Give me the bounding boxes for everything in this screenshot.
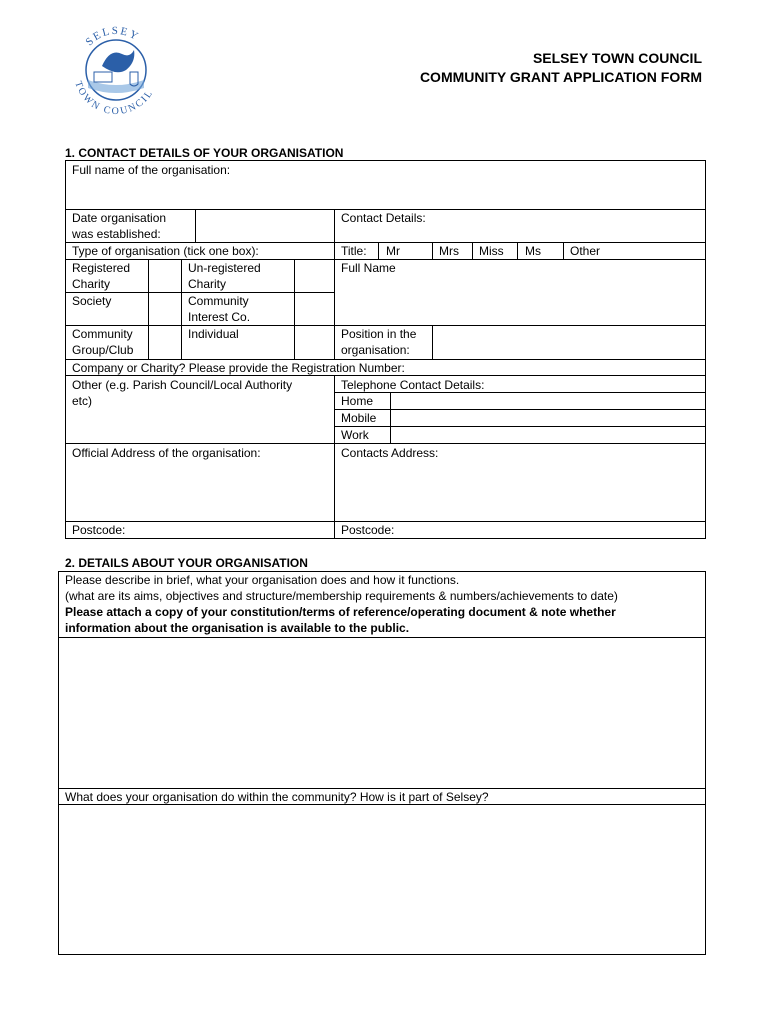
individual-label: Individual <box>188 327 239 341</box>
council-logo-icon <box>64 20 168 120</box>
unregistered-charity-label-2: Charity <box>188 277 227 291</box>
title-option-other[interactable]: Other <box>570 244 601 258</box>
date-established-label-1: Date organisation <box>72 211 167 225</box>
unregistered-charity-label-1: Un-registered <box>188 261 261 275</box>
postcode-left-label: Postcode: <box>72 523 126 537</box>
council-logo <box>64 20 168 120</box>
title-option-ms[interactable]: Ms <box>525 244 541 258</box>
attach-line-1: Please attach a copy of your constitution/terms of reference/operating document & note whether <box>65 605 616 619</box>
unregistered-charity-checkbox[interactable] <box>295 260 333 291</box>
title-option-miss[interactable]: Miss <box>479 244 504 258</box>
registration-number-field[interactable] <box>440 360 704 374</box>
community-group-checkbox[interactable] <box>149 326 180 358</box>
position-field[interactable] <box>433 326 704 358</box>
home-phone-field[interactable] <box>391 393 704 408</box>
registration-number-label: Company or Charity? Please provide the Registration Number: <box>72 361 405 375</box>
position-label-2: organisation: <box>341 343 410 357</box>
registered-charity-label-2: Charity <box>72 277 111 291</box>
person-full-name-label: Full Name <box>341 261 396 275</box>
community-group-label-1: Community <box>72 327 133 341</box>
work-phone-label: Work <box>341 428 369 442</box>
cic-label-1: Community <box>188 294 249 308</box>
mobile-phone-field[interactable] <box>391 410 704 425</box>
attach-line-2: information about the organisation is available to the public. <box>65 621 410 635</box>
contacts-address-label: Contacts Address: <box>341 446 439 460</box>
work-phone-field[interactable] <box>391 427 704 442</box>
other-type-label-1: Other (e.g. Parish Council/Local Authority <box>72 378 293 392</box>
mobile-phone-label: Mobile <box>341 411 377 425</box>
registered-charity-checkbox[interactable] <box>149 260 180 291</box>
telephone-label: Telephone Contact Details: <box>341 378 485 392</box>
org-full-name-field[interactable] <box>66 178 704 208</box>
society-label: Society <box>72 294 112 308</box>
org-type-label: Type of organisation (tick one box): <box>72 244 259 258</box>
contacts-address-field[interactable] <box>335 462 704 520</box>
organisation-description-field[interactable] <box>59 638 704 787</box>
describe-line-2: (what are its aims, objectives and structure/membership requirements & numbers/achievements to date) <box>65 589 618 603</box>
cic-checkbox[interactable] <box>295 293 333 324</box>
section1-heading: 1. CONTACT DETAILS OF YOUR ORGANISATION <box>65 146 344 160</box>
individual-checkbox[interactable] <box>295 326 333 358</box>
svg-text:TOWN COUNCIL: TOWN COUNCIL <box>72 79 156 118</box>
contact-details-field[interactable] <box>335 226 704 241</box>
home-phone-label: Home <box>341 394 374 408</box>
header-line-1: SELSEY TOWN COUNCIL <box>532 50 702 66</box>
svg-text:SELSEY: SELSEY <box>83 24 142 49</box>
person-full-name-field[interactable] <box>335 276 704 324</box>
date-established-label-2: was established: <box>72 227 161 241</box>
section2-heading: 2. DETAILS ABOUT YOUR ORGANISATION <box>65 556 308 570</box>
describe-line-1: Please describe in brief, what your organisation does and how it functions. <box>65 573 460 587</box>
other-type-label-2: etc) <box>72 394 93 408</box>
header-line-2: COMMUNITY GRANT APPLICATION FORM <box>419 69 702 85</box>
title-option-mr[interactable]: Mr <box>386 244 400 258</box>
community-group-label-2: Group/Club <box>72 343 134 357</box>
title-option-mrs[interactable]: Mrs <box>439 244 459 258</box>
org-full-name-label: Full name of the organisation: <box>72 163 231 177</box>
community-question-label: What does your organisation do within the community? How is it part of Selsey? <box>65 790 489 804</box>
title-label: Title: <box>341 244 367 258</box>
postcode-right-label: Postcode: <box>341 523 395 537</box>
contact-details-label: Contact Details: <box>341 211 426 225</box>
official-address-label: Official Address of the organisation: <box>72 446 261 460</box>
other-type-field[interactable] <box>66 410 333 442</box>
official-address-field[interactable] <box>66 462 333 520</box>
society-checkbox[interactable] <box>149 293 180 324</box>
date-established-field[interactable] <box>196 210 333 241</box>
position-label-1: Position in the <box>341 327 417 341</box>
community-role-field[interactable] <box>59 805 704 953</box>
cic-label-2: Interest Co. <box>188 310 251 324</box>
registered-charity-label-1: Registered <box>72 261 131 275</box>
